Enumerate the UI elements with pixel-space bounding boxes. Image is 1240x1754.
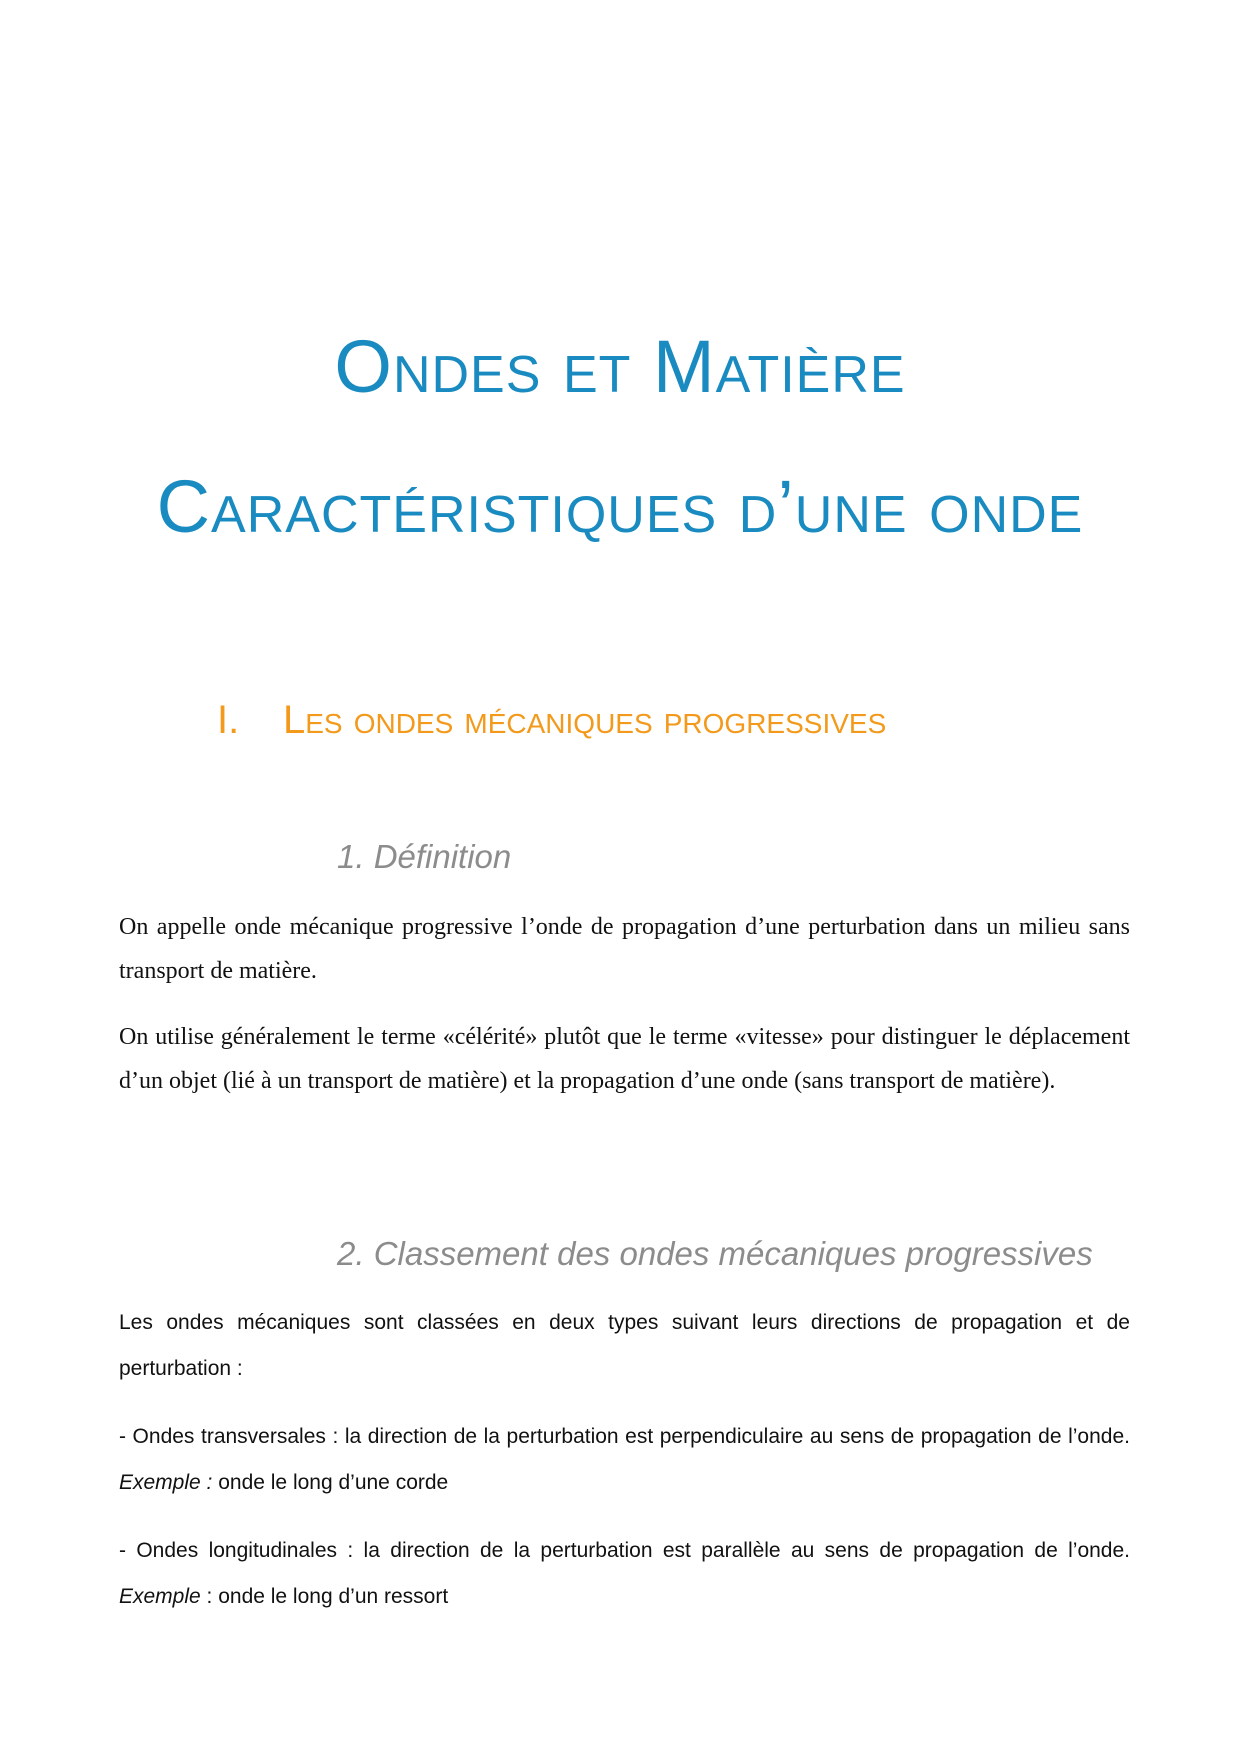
subsection-heading-classement: 2. Classement des ondes mécaniques progressives: [337, 1235, 1093, 1272]
classement-intro: Les ondes mécaniques sont classées en deux types suivant leurs directions de propagation et de perturbation :: [119, 1311, 1130, 1380]
definition-paragraph-1: [119, 905, 1130, 993]
subsection-heading-definition: 1. Définition: [337, 838, 512, 875]
list-item-longitudinales: [119, 1528, 1130, 1620]
section-number: I.: [217, 698, 240, 742]
paragraph: On utilise généralement le terme «célérité» plutôt que le terme «vitesse» pour distinguer le déplacement d’un objet (lié à un transport de matière) et la propagation d’une onde (sans transport de matière).: [119, 1024, 1130, 1094]
example-label: Exemple :: [119, 1471, 213, 1494]
item-text: - Ondes longitudinales : la direction de la perturbation est parallèle au sens de propagation de l’onde.: [119, 1539, 1130, 1562]
section-heading: [217, 700, 886, 740]
example-label: Exemple: [119, 1585, 201, 1608]
example-text: : onde le long d’un ressort: [200, 1585, 449, 1608]
document-subtitle: Caractéristiques d’une onde: [156, 465, 1084, 548]
example-text: onde le long d’une corde: [212, 1471, 449, 1494]
paragraph: On appelle onde mécanique progressive l’onde de propagation d’une perturbation dans un milieu sans transport de matière.: [119, 914, 1130, 984]
section-heading-text: Les ondes mécaniques progressives: [283, 698, 887, 742]
document-title: Ondes et Matière: [334, 325, 906, 408]
list-item-transversales: [119, 1414, 1130, 1506]
definition-paragraph-2: [119, 1015, 1130, 1103]
item-text: - Ondes transversales : la direction de la perturbation est perpendiculaire au sens de propagation de l’onde.: [119, 1425, 1130, 1448]
